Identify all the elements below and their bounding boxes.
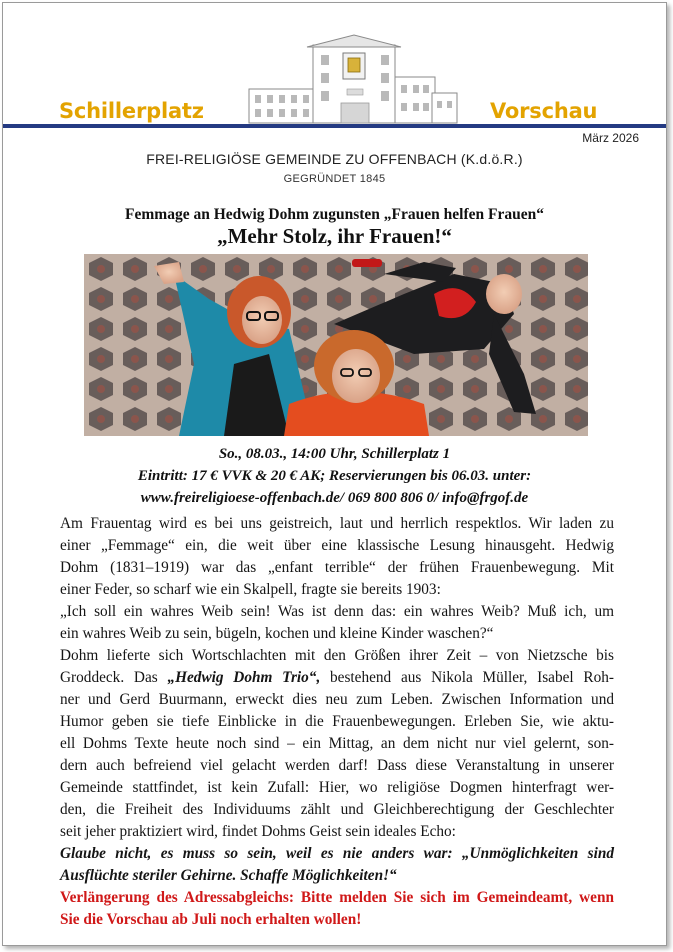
closing-quote-line: Glaube nicht, es muss so sein, weil es nie anders war: „Unmöglichkeiten sind — [60, 845, 614, 862]
trio-after: bestehend aus Nikola Müller, Isabel Roh- — [320, 669, 614, 686]
quote-line: ein wahres Weib zu sein, bügeln, kochen und kleine Kinder waschen?“ — [60, 625, 494, 642]
body-line: dern auch befreiend viel gelacht werden darf! Dass diese Veranstaltung in unserer — [60, 757, 614, 774]
body-line: ell Dohms Texte heute noch sind – ein Mittag, an dem nicht nur viel gelernt, son- — [60, 735, 614, 752]
logo-vorschau: Vorschau — [490, 99, 598, 123]
body-line: ner und Gerd Buurmann, erweckt dies neu zum Leben. Zwischen Information und — [60, 691, 614, 708]
trio-before: Groddeck. Das — [60, 669, 168, 686]
header-rule — [3, 124, 666, 128]
notice-line: Sie die Vorschau ab Juli noch erhalten wollen! — [60, 911, 362, 928]
trio-name: „Hedwig Dohm Trio“, — [167, 669, 321, 686]
closing-quote-line: Ausflüchte steriler Gehirne. Schaffe Möglichkeiten!“ — [60, 867, 397, 884]
body-line: Am Frauentag wird es bei uns geistreich, laut und herrlich respektlos. Wir laden zu — [60, 515, 614, 532]
trio-line — [60, 667, 614, 689]
notice-line: Verlängerung des Adressabgleichs: Bitte melden Sie sich im Gemeindeamt, wenn — [60, 889, 614, 906]
building-illustration — [247, 33, 459, 125]
quote-line: „Ich soll ein wahres Weib sein! Was ist denn das: ein wahres Weib? Muß ich, um — [60, 603, 614, 620]
body-line: Gemeinde stattfindet, ist kein Zufall: Hier, wo religiöse Dogmen hinterfragt wer- — [60, 779, 614, 796]
body-line: seit jeher praktiziert wird, findet Dohms Geist sein ideales Echo: — [60, 823, 456, 840]
event-date-line: So., 08.03., 14:00 Uhr, Schillerplatz 1 — [218, 446, 451, 462]
article-subtitle: Femmage an Hedwig Dohm zugunsten „Frauen helfen Frauen“ — [125, 206, 544, 223]
body-line: den, die Freiheit des Individuums zählt und Gleichberechtigung der Geschlechter — [60, 801, 614, 818]
issue-date: März 2026 — [582, 131, 639, 145]
body-line: Dohm lieferte sich Wortschlachten mit den Größen ihrer Zeit – von Nietzsche bis — [60, 647, 614, 664]
founded-note: GEGRÜNDET 1845 — [283, 173, 386, 185]
trio-photo — [84, 254, 588, 436]
article-title: „Mehr Stolz, ihr Frauen!“ — [217, 224, 452, 248]
body-line: einer „Femmage“ ein, die weit über eine klassische Lesung hinausgeht. Hedwig — [60, 537, 614, 554]
event-price-line: Eintritt: 17 € VVK & 20 € AK; Reservierungen bis 06.03. unter: — [137, 468, 532, 484]
body-line: Dohm (1831–1919) war das „enfant terrible“ der frühen Frauenbewegung. Mit — [60, 559, 614, 576]
logo-schillerplatz: Schillerplatz — [59, 99, 204, 123]
body-line: Humor geben sie tiefe Einblicke in die Frauenbewegungen. Erleben Sie, wie aktu- — [60, 713, 614, 730]
body-line: einer Feder, so scharf wie ein Skalpell, fragte sie bereits 1903: — [60, 581, 441, 598]
organization-name: FREI-RELIGIÖSE GEMEINDE ZU OFFENBACH (K.d.ö.R.) — [146, 151, 523, 167]
article-body — [60, 513, 614, 931]
newsletter-page — [2, 2, 667, 946]
event-contact-line: www.freireligioese-offenbach.de/ 069 800 806 0/ info@frgof.de — [140, 490, 529, 506]
